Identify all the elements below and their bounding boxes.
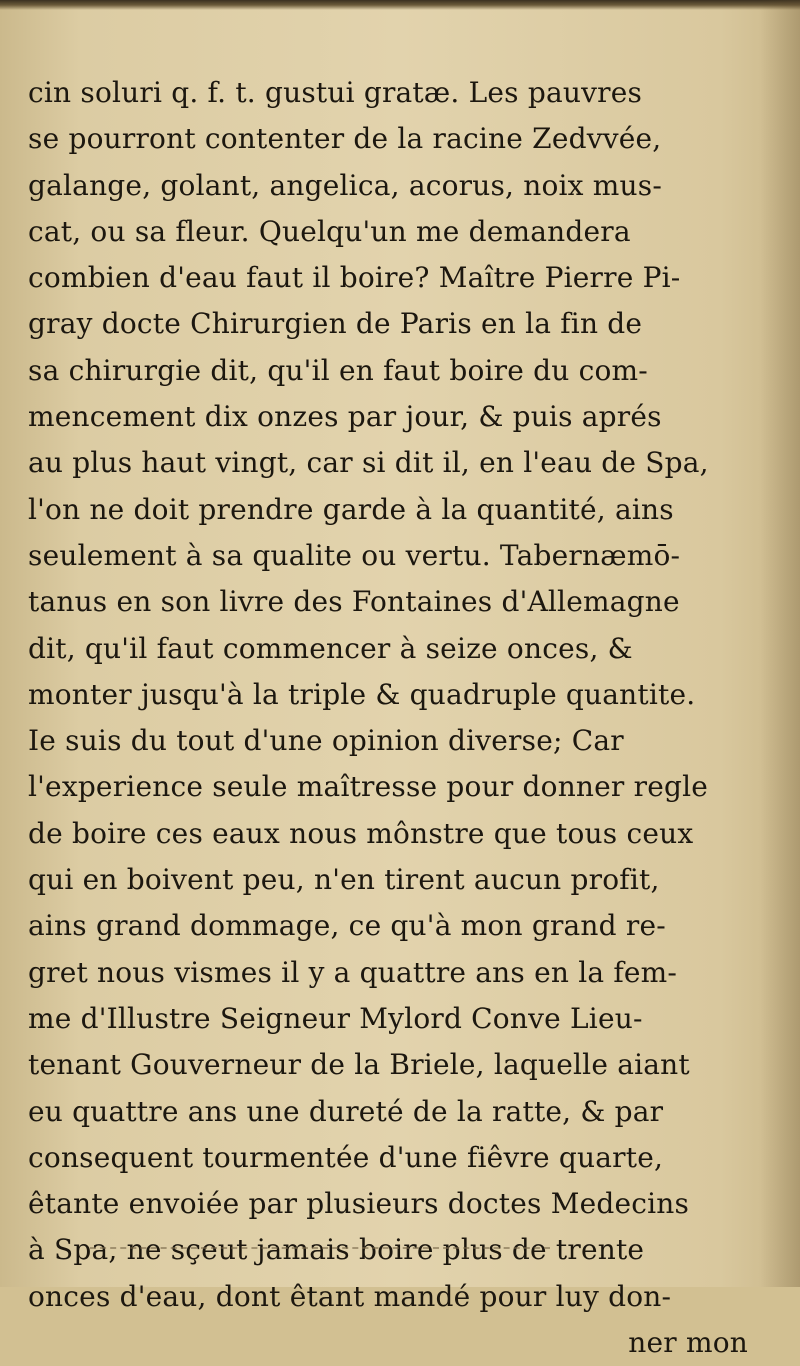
text-line: qui en boivent peu, n'en tirent aucun profit,: [28, 863, 660, 897]
text-line: consequent tourmentée d'une fiêvre quarte,: [28, 1140, 664, 1174]
text-line: êtante envoiée par plusieurs doctes Medecins: [28, 1187, 690, 1221]
text-line: de boire ces eaux nous mônstre que tous ceux: [28, 816, 694, 850]
text-line: eu quattre ans une dureté de la ratte, & par: [28, 1094, 664, 1128]
text-line: ains grand dommage, ce qu'à mon grand re-: [28, 909, 666, 943]
text-line: onces d'eau, dont êtant mandé pour luy don-: [28, 1279, 672, 1313]
bottom-ink-marks: [90, 1247, 550, 1251]
text-line: cin soluri q. f. t. gustui gratæ. Les pauvres: [28, 76, 643, 109]
text-line: l'on ne doit prendre garde à la quantité, ains: [28, 492, 674, 526]
catchword: ner mon: [628, 1326, 748, 1360]
body-text: [28, 70, 768, 1366]
text-line: Ie suis du tout d'une opinion diverse; Car: [28, 724, 624, 758]
text-line: sa chirurgie dit, qu'il en faut boire du com-: [28, 353, 648, 387]
text-line: se pourront contenter de la racine Zedvvée,: [28, 122, 662, 156]
text-line: monter jusqu'à la triple & quadruple quantite.: [28, 677, 696, 711]
text-line: cat, ou sa fleur. Quelqu'un me demandera: [28, 214, 631, 248]
text-line: gret nous vismes il y a quattre ans en la fem-: [28, 955, 678, 989]
text-line: dit, qu'il faut commencer à seize onces, &: [28, 631, 633, 665]
text-line: au plus haut vingt, car si dit il, en l'eau de Spa,: [28, 446, 709, 480]
text-line: tanus en son livre des Fontaines d'Allemagne: [28, 585, 680, 619]
text-line: seulement à sa qualite ou vertu. Tabernæmō-: [28, 538, 681, 572]
text-line: gray docte Chirurgien de Paris en la fin de: [28, 307, 643, 341]
text-line: tenant Gouverneur de la Briele, laquelle aiant: [28, 1048, 690, 1082]
text-line: l'experience seule maîtresse pour donner regle: [28, 770, 709, 804]
text-line: me d'Illustre Seigneur Mylord Conve Lieu-: [28, 1001, 643, 1035]
page-top-edge: [0, 0, 800, 10]
text-line: combien d'eau faut il boire? Maître Pierre Pi-: [28, 261, 681, 295]
text-line: mencement dix onzes par jour, & puis aprés: [28, 400, 662, 434]
text-line: galange, golant, angelica, acorus, noix mus-: [28, 168, 662, 202]
text-line: à Spa, ne sçeut jamais boire plus de trente: [28, 1233, 645, 1267]
